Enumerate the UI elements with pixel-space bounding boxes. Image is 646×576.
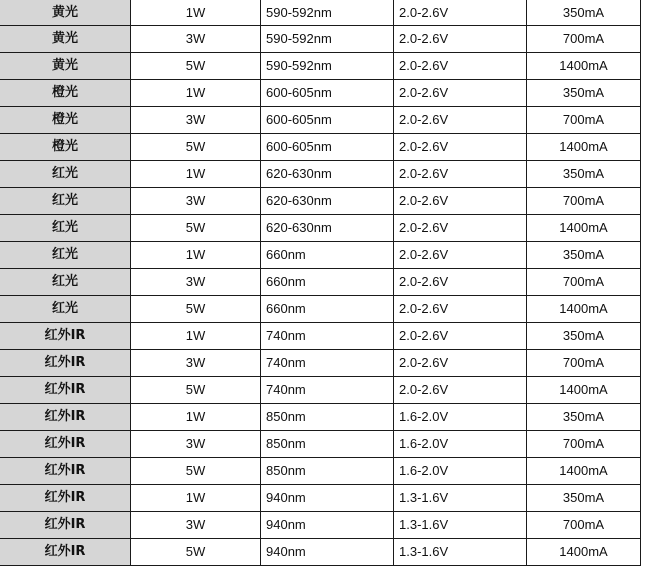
cell-current: 700mA bbox=[527, 26, 641, 53]
cell-power: 5W bbox=[131, 134, 261, 161]
cell-color: 红外IR bbox=[0, 512, 131, 539]
table-row bbox=[0, 458, 641, 485]
cell-power: 3W bbox=[131, 107, 261, 134]
cell-color: 橙光 bbox=[0, 80, 131, 107]
table-row bbox=[0, 107, 641, 134]
table-row bbox=[0, 485, 641, 512]
table-row bbox=[0, 161, 641, 188]
table-row bbox=[0, 53, 641, 80]
table-row bbox=[0, 215, 641, 242]
cell-color: 红光 bbox=[0, 296, 131, 323]
table-row bbox=[0, 80, 641, 107]
cell-wavelength: 660nm bbox=[261, 242, 394, 269]
cell-wavelength: 850nm bbox=[261, 404, 394, 431]
cell-wavelength: 940nm bbox=[261, 485, 394, 512]
cell-color: 红光 bbox=[0, 215, 131, 242]
table-row bbox=[0, 512, 641, 539]
cell-power: 1W bbox=[131, 323, 261, 350]
cell-wavelength: 850nm bbox=[261, 431, 394, 458]
cell-current: 350mA bbox=[527, 80, 641, 107]
table-row bbox=[0, 0, 641, 26]
table-row bbox=[0, 431, 641, 458]
cell-power: 5W bbox=[131, 53, 261, 80]
cell-voltage: 2.0-2.6V bbox=[394, 323, 527, 350]
cell-power: 5W bbox=[131, 296, 261, 323]
cell-power: 3W bbox=[131, 269, 261, 296]
cell-current: 350mA bbox=[527, 161, 641, 188]
cell-voltage: 2.0-2.6V bbox=[394, 242, 527, 269]
cell-current: 1400mA bbox=[527, 458, 641, 485]
cell-current: 350mA bbox=[527, 323, 641, 350]
cell-voltage: 2.0-2.6V bbox=[394, 0, 527, 26]
cell-color: 橙光 bbox=[0, 107, 131, 134]
cell-wavelength: 850nm bbox=[261, 458, 394, 485]
table-row bbox=[0, 296, 641, 323]
cell-wavelength: 600-605nm bbox=[261, 107, 394, 134]
cell-wavelength: 740nm bbox=[261, 323, 394, 350]
cell-wavelength: 660nm bbox=[261, 269, 394, 296]
cell-current: 350mA bbox=[527, 404, 641, 431]
cell-power: 1W bbox=[131, 242, 261, 269]
table-row bbox=[0, 134, 641, 161]
cell-voltage: 1.3-1.6V bbox=[394, 512, 527, 539]
cell-power: 5W bbox=[131, 539, 261, 566]
cell-current: 700mA bbox=[527, 350, 641, 377]
cell-wavelength: 620-630nm bbox=[261, 188, 394, 215]
table-row bbox=[0, 404, 641, 431]
cell-current: 1400mA bbox=[527, 296, 641, 323]
cell-power: 3W bbox=[131, 350, 261, 377]
cell-voltage: 2.0-2.6V bbox=[394, 350, 527, 377]
cell-color: 红光 bbox=[0, 242, 131, 269]
table-row bbox=[0, 242, 641, 269]
cell-current: 1400mA bbox=[527, 134, 641, 161]
cell-color: 黄光 bbox=[0, 26, 131, 53]
cell-power: 1W bbox=[131, 404, 261, 431]
cell-voltage: 2.0-2.6V bbox=[394, 188, 527, 215]
cell-voltage: 1.6-2.0V bbox=[394, 431, 527, 458]
cell-current: 700mA bbox=[527, 431, 641, 458]
cell-power: 5W bbox=[131, 458, 261, 485]
cell-voltage: 1.3-1.6V bbox=[394, 485, 527, 512]
cell-color: 红外IR bbox=[0, 404, 131, 431]
cell-voltage: 2.0-2.6V bbox=[394, 377, 527, 404]
cell-wavelength: 660nm bbox=[261, 296, 394, 323]
cell-power: 5W bbox=[131, 215, 261, 242]
cell-voltage: 1.6-2.0V bbox=[394, 404, 527, 431]
cell-current: 1400mA bbox=[527, 53, 641, 80]
cell-wavelength: 620-630nm bbox=[261, 161, 394, 188]
cell-color: 红光 bbox=[0, 161, 131, 188]
cell-current: 350mA bbox=[527, 0, 641, 26]
cell-color: 红外IR bbox=[0, 485, 131, 512]
table-row bbox=[0, 26, 641, 53]
cell-voltage: 2.0-2.6V bbox=[394, 134, 527, 161]
cell-color: 红外IR bbox=[0, 350, 131, 377]
cell-power: 3W bbox=[131, 431, 261, 458]
table-row bbox=[0, 188, 641, 215]
cell-current: 1400mA bbox=[527, 539, 641, 566]
cell-power: 5W bbox=[131, 377, 261, 404]
table-row bbox=[0, 323, 641, 350]
cell-wavelength: 940nm bbox=[261, 539, 394, 566]
cell-wavelength: 600-605nm bbox=[261, 134, 394, 161]
cell-current: 700mA bbox=[527, 188, 641, 215]
cell-voltage: 2.0-2.6V bbox=[394, 269, 527, 296]
cell-voltage: 2.0-2.6V bbox=[394, 161, 527, 188]
cell-power: 1W bbox=[131, 161, 261, 188]
cell-wavelength: 740nm bbox=[261, 350, 394, 377]
cell-wavelength: 620-630nm bbox=[261, 215, 394, 242]
cell-current: 350mA bbox=[527, 242, 641, 269]
cell-voltage: 2.0-2.6V bbox=[394, 80, 527, 107]
cell-voltage: 2.0-2.6V bbox=[394, 107, 527, 134]
cell-voltage: 2.0-2.6V bbox=[394, 215, 527, 242]
cell-voltage: 2.0-2.6V bbox=[394, 53, 527, 80]
cell-color: 红外IR bbox=[0, 377, 131, 404]
cell-wavelength: 940nm bbox=[261, 512, 394, 539]
cell-wavelength: 740nm bbox=[261, 377, 394, 404]
cell-power: 1W bbox=[131, 0, 261, 26]
cell-voltage: 1.3-1.6V bbox=[394, 539, 527, 566]
cell-power: 1W bbox=[131, 485, 261, 512]
cell-wavelength: 600-605nm bbox=[261, 80, 394, 107]
cell-power: 3W bbox=[131, 188, 261, 215]
cell-color: 红光 bbox=[0, 188, 131, 215]
cell-color: 红外IR bbox=[0, 539, 131, 566]
cell-voltage: 1.6-2.0V bbox=[394, 458, 527, 485]
cell-color: 红光 bbox=[0, 269, 131, 296]
cell-wavelength: 590-592nm bbox=[261, 53, 394, 80]
cell-current: 700mA bbox=[527, 269, 641, 296]
table-row bbox=[0, 350, 641, 377]
cell-color: 橙光 bbox=[0, 134, 131, 161]
table-row bbox=[0, 539, 641, 566]
cell-color: 红外IR bbox=[0, 323, 131, 350]
cell-color: 红外IR bbox=[0, 431, 131, 458]
cell-power: 3W bbox=[131, 26, 261, 53]
cell-color: 黄光 bbox=[0, 53, 131, 80]
cell-voltage: 2.0-2.6V bbox=[394, 296, 527, 323]
cell-current: 700mA bbox=[527, 107, 641, 134]
cell-wavelength: 590-592nm bbox=[261, 0, 394, 26]
cell-wavelength: 590-592nm bbox=[261, 26, 394, 53]
cell-current: 350mA bbox=[527, 485, 641, 512]
cell-color: 红外IR bbox=[0, 458, 131, 485]
table-row bbox=[0, 377, 641, 404]
cell-power: 1W bbox=[131, 80, 261, 107]
cell-current: 1400mA bbox=[527, 377, 641, 404]
cell-power: 3W bbox=[131, 512, 261, 539]
cell-current: 1400mA bbox=[527, 215, 641, 242]
table-row bbox=[0, 269, 641, 296]
cell-color: 黄光 bbox=[0, 0, 131, 26]
cell-voltage: 2.0-2.6V bbox=[394, 26, 527, 53]
cell-current: 700mA bbox=[527, 512, 641, 539]
